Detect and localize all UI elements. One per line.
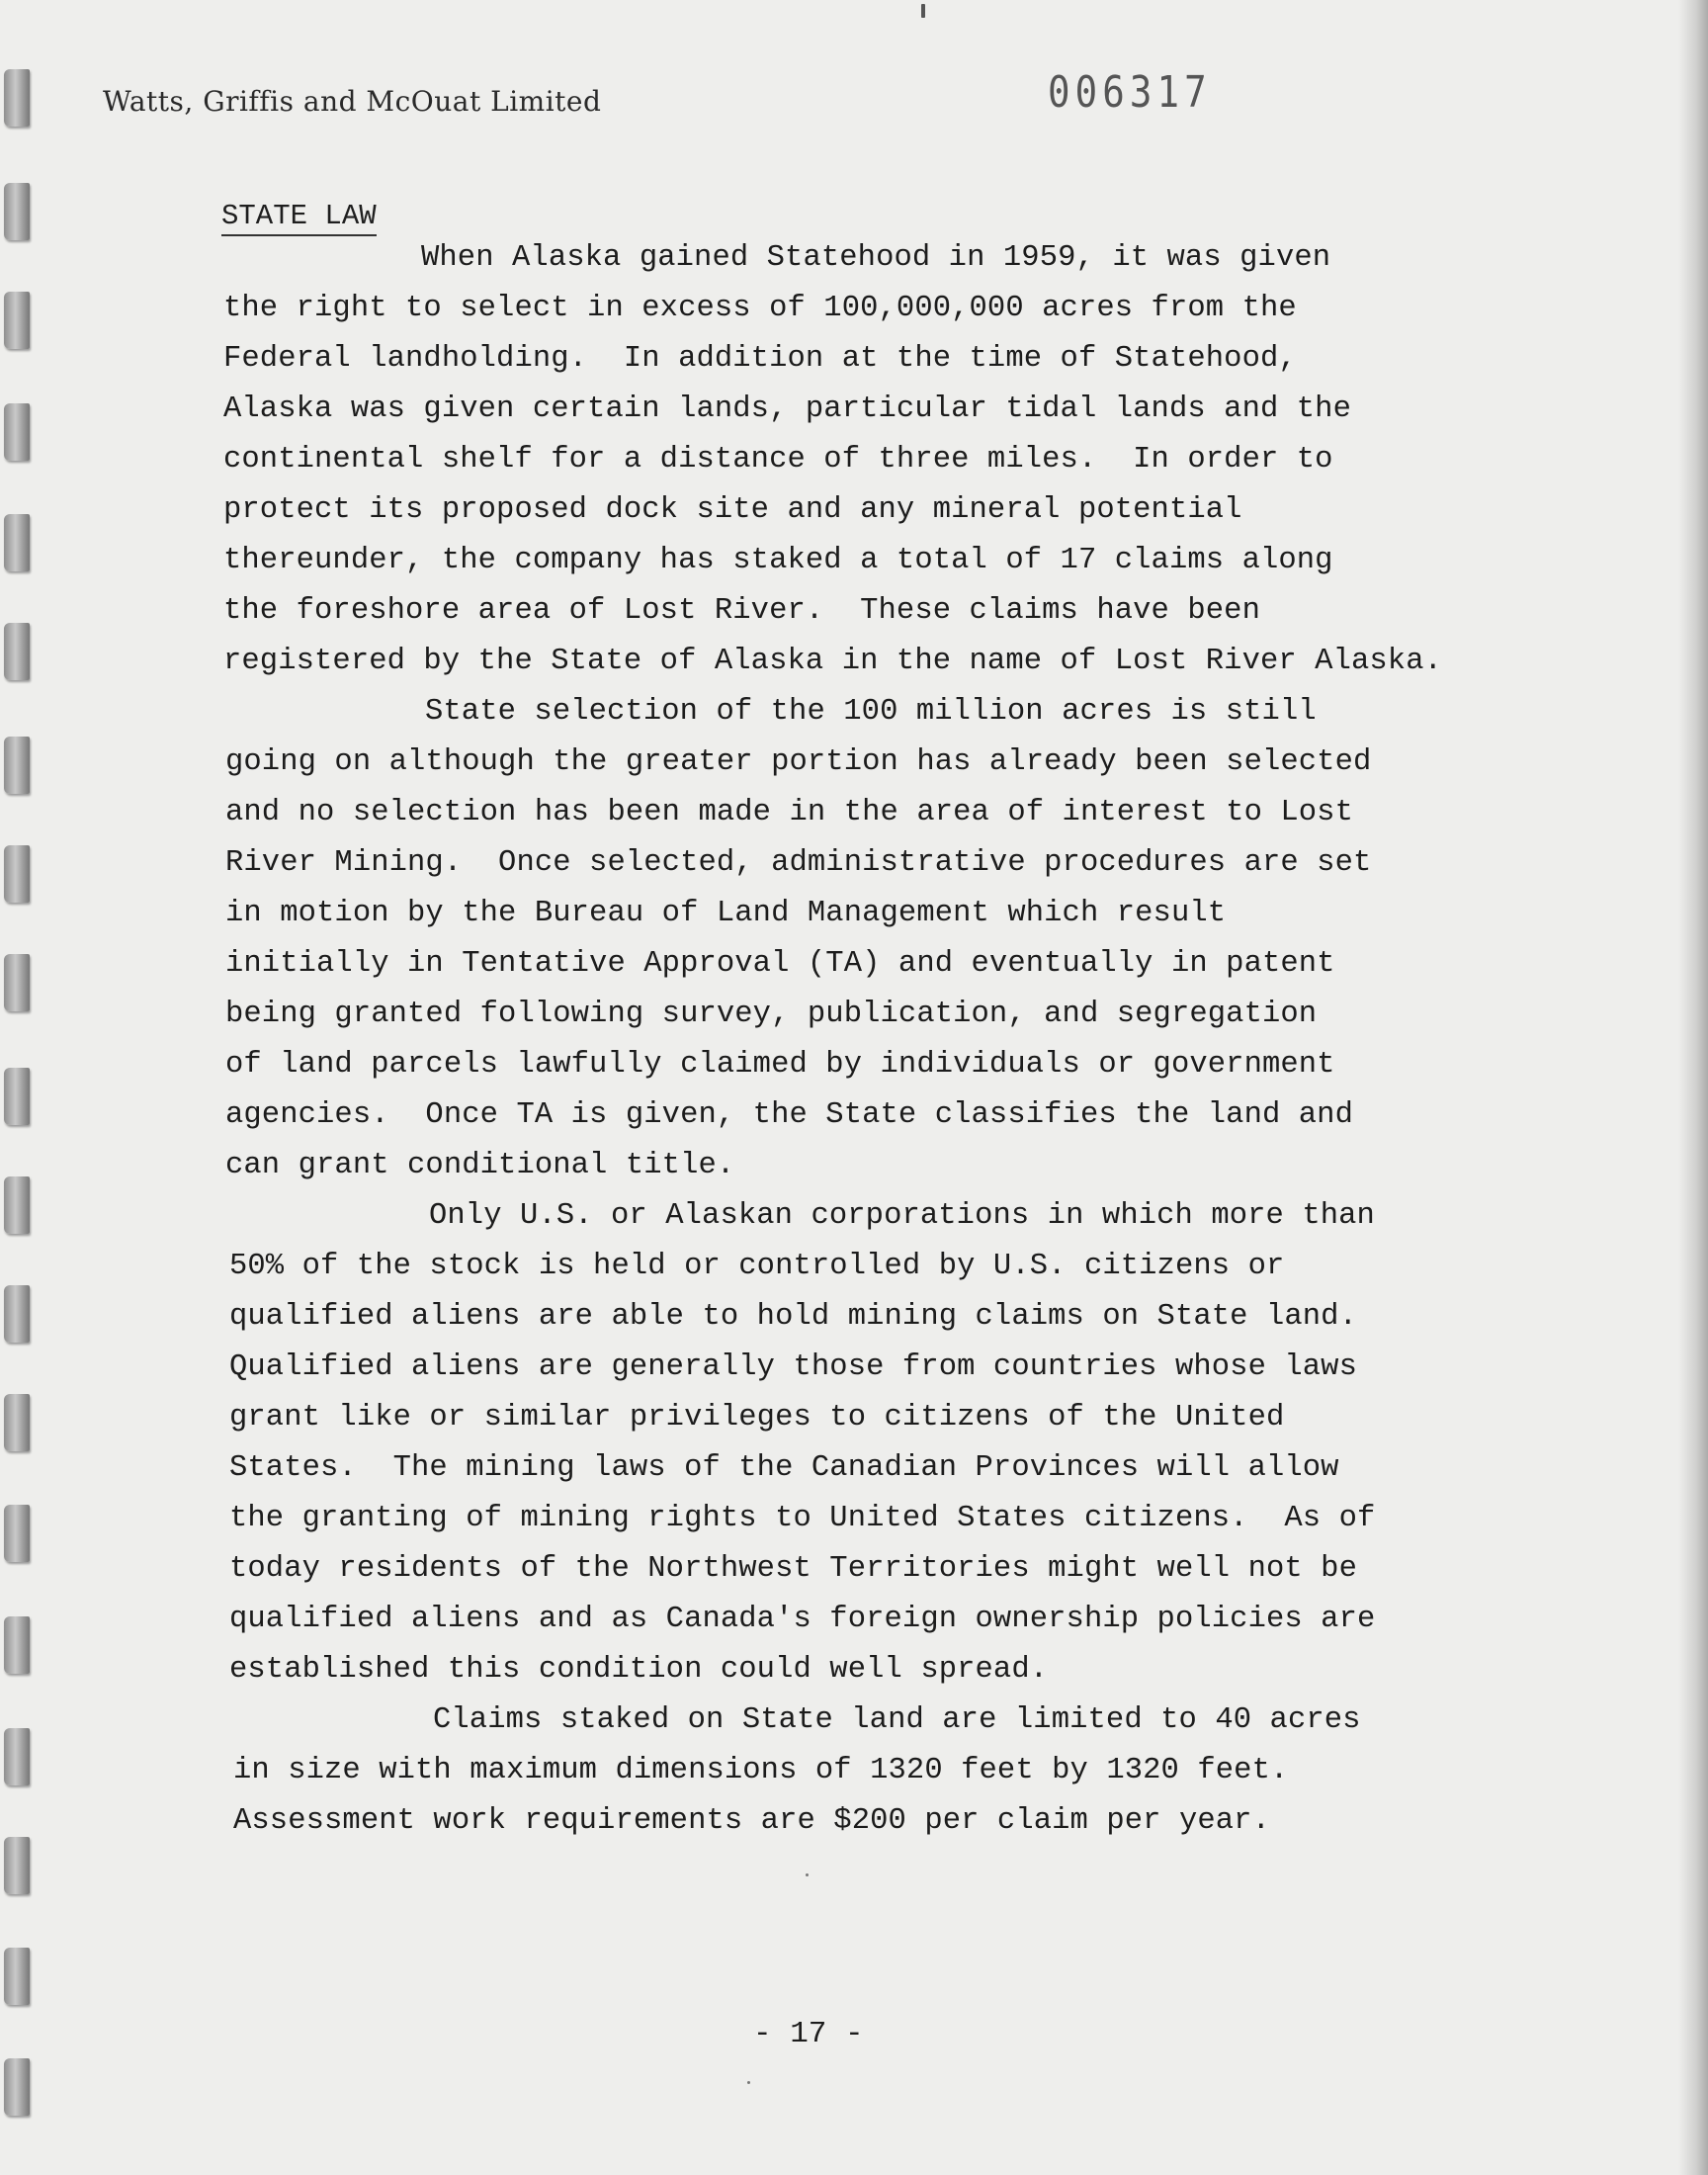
binding-ring (4, 292, 30, 349)
binding-ring (4, 623, 30, 680)
binding-ring (4, 1176, 30, 1234)
binding-ring (4, 2058, 30, 2116)
body-line: in size with maximum dimensions of 1320 feet by 1320 feet. (233, 1754, 1289, 1787)
body-line: the foreshore area of Lost River. These claims have been (223, 594, 1260, 628)
body-line: Qualified aliens are generally those from countries whose laws (229, 1350, 1357, 1384)
body-line: States. The mining laws of the Canadian Provinces will allow (229, 1451, 1339, 1485)
letterhead: Watts, Griffis and McOuat Limited (103, 85, 602, 118)
body-line: and no selection has been made in the area of interest to Lost (225, 796, 1353, 829)
binding-ring (4, 514, 30, 571)
page-edge-shadow (1678, 0, 1708, 2175)
section-heading: STATE LAW (221, 200, 377, 236)
body-line: the granting of mining rights to United States citizens. As of (229, 1502, 1376, 1535)
document-number: 006317 (1048, 67, 1212, 118)
body-line: protect its proposed dock site and any mineral potential (223, 493, 1242, 527)
binding-ring (4, 1068, 30, 1125)
body-line: in motion by the Bureau of Land Management which result (225, 897, 1227, 930)
body-line: Only U.S. or Alaskan corporations in which more than (429, 1199, 1375, 1233)
scan-speck (747, 2081, 750, 2084)
binding-ring (4, 954, 30, 1011)
body-line: Assessment work requirements are $200 per claim per year. (233, 1804, 1270, 1838)
page-number: - 17 - (753, 2017, 864, 2051)
body-line: established this condition could well spread. (229, 1653, 1049, 1687)
body-line: of land parcels lawfully claimed by individuals or government (225, 1048, 1335, 1082)
scan-mark (921, 4, 925, 18)
binding-ring (4, 1616, 30, 1674)
body-line: Federal landholding. In addition at the time of Statehood, (223, 342, 1297, 376)
binding-ring (4, 1728, 30, 1785)
spiral-binding (0, 0, 40, 2175)
binding-ring (4, 1285, 30, 1343)
body-line: River Mining. Once selected, administrative procedures are set (225, 846, 1372, 880)
body-line: qualified aliens and as Canada's foreign ownership policies are (229, 1603, 1376, 1636)
body-line: can grant conditional title. (225, 1149, 735, 1182)
body-line: today residents of the Northwest Territories might well not be (229, 1552, 1357, 1586)
binding-ring (4, 1837, 30, 1894)
body-line: 50% of the stock is held or controlled by U.S. citizens or (229, 1250, 1285, 1283)
binding-ring (4, 1394, 30, 1451)
binding-ring (4, 737, 30, 794)
body-line: Alaska was given certain lands, particular tidal lands and the (223, 392, 1351, 426)
body-line: qualified aliens are able to hold mining claims on State land. (229, 1300, 1357, 1334)
body-line: being granted following survey, publication, and segregation (225, 998, 1318, 1031)
body-line: grant like or similar privileges to citizens of the United (229, 1401, 1285, 1435)
body-line: continental shelf for a distance of three miles. In order to (223, 443, 1333, 477)
binding-ring (4, 1948, 30, 2005)
body-line: going on although the greater portion has already been selected (225, 745, 1372, 779)
body-line: the right to select in excess of 100,000,000 acres from the (223, 292, 1297, 325)
binding-ring (4, 845, 30, 903)
binding-ring (4, 183, 30, 240)
binding-ring (4, 1505, 30, 1562)
binding-ring (4, 69, 30, 127)
body-line: initially in Tentative Approval (TA) and eventually in patent (225, 947, 1335, 981)
body-line: thereunder, the company has staked a total of 17 claims along (223, 544, 1333, 577)
body-line: State selection of the 100 million acres is still (425, 695, 1317, 729)
binding-ring (4, 403, 30, 461)
body-line: agencies. Once TA is given, the State classifies the land and (225, 1098, 1353, 1132)
body-line: Claims staked on State land are limited to 40 acres (433, 1703, 1361, 1737)
scan-speck (806, 1873, 809, 1876)
body-line: registered by the State of Alaska in the name of Lost River Alaska. (223, 645, 1442, 678)
body-line: When Alaska gained Statehood in 1959, it was given (421, 241, 1331, 275)
